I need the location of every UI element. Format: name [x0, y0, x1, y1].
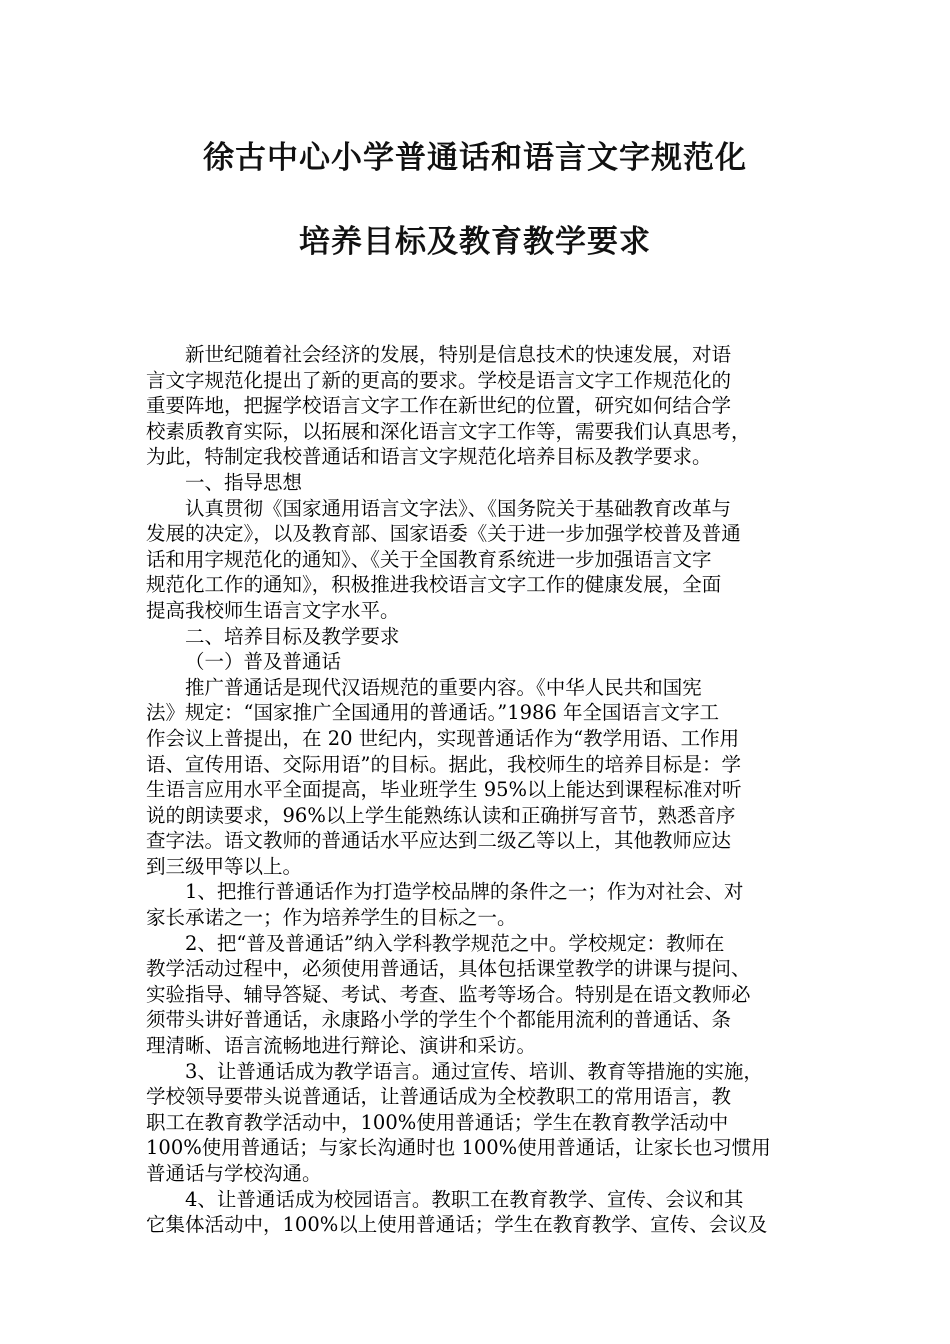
body-text-line: 二、培养目标及教学要求: [185, 624, 400, 648]
body-text-line: 语、宣传用语、交际用语”的目标。据此，我校师生的培养目标是：学: [146, 752, 741, 776]
body-text-line: 新世纪随着社会经济的发展，特别是信息技术的快速发展，对语: [185, 343, 732, 366]
body-text-line: 1、把推行普通话作为打造学校品牌的条件之一；作为对社会、对: [185, 880, 744, 904]
body-text-line: 说的朗读要求，96%以上学生能熟练认读和正确拼写音节，熟悉音序: [146, 803, 736, 827]
body-text-line: 100%使用普通话；与家长沟通时也 100%使用普通话，让家长也习惯用: [146, 1136, 771, 1160]
body-text-line: 查字法。语文教师的普通话水平应达到二级乙等以上，其他教师应达: [146, 829, 732, 853]
body-text-line: 法》规定：“国家推广全国通用的普通话。”1986 年全国语言文字工: [146, 701, 720, 725]
body-text-line: 学校领导要带头说普通话，让普通话成为全校教职工的常用语言，教: [146, 1085, 732, 1109]
body-text-line: 推广普通话是现代汉语规范的重要内容。《中华人民共和国宪: [185, 675, 702, 699]
body-text-line: 生语言应用水平全面提高，毕业班学生 95%以上能达到课程标准对听: [146, 778, 742, 802]
body-text-line: 校素质教育实际，以拓展和深化语言文字工作等，需要我们认真思考，: [146, 419, 751, 443]
body-text-line: 发展的决定》，以及教育部、国家语委《关于进一步加强学校普及普通: [146, 522, 741, 546]
body-text-line: 言文字规范化提出了新的更高的要求。学校是语言文字工作规范化的: [146, 368, 732, 392]
body-text-line: 话和用字规范化的通知》、《关于全国教育系统进一步加强语言文字: [146, 547, 712, 571]
body-text-line: 3、让普通话成为教学语言。通过宣传、培训、教育等措施的实施，: [185, 1059, 763, 1083]
document-title-line-2: 培养目标及教育教学要求: [299, 224, 651, 260]
body-text-line: 提高我校师生语言文字水平。: [146, 598, 400, 622]
body-text-line: 规范化工作的通知》，积极推进我校语言文字工作的健康发展，全面: [146, 573, 722, 597]
body-text-line: 职工在教育教学活动中，100%使用普通话；学生在教育教学活动中: [146, 1110, 729, 1134]
body-text-line: 4、让普通话成为校园语言。教职工在教育教学、宣传、会议和其: [185, 1187, 744, 1211]
body-text-line: 理清晰、语言流畅地进行辩论、演讲和采访。: [146, 1034, 537, 1058]
body-text-line: 重要阵地，把握学校语言文字工作在新世纪的位置，研究如何结合学: [146, 394, 732, 418]
document-title-line-1: 徐古中心小学普通话和语言文字规范化: [203, 140, 747, 176]
body-text-line: 它集体活动中，100%以上使用普通话；学生在教育教学、宣传、会议及: [146, 1213, 768, 1237]
body-text-line: 实验指导、辅导答疑、考试、考查、监考等场合。特别是在语文教师必: [146, 982, 751, 1006]
body-text-line: 到三级甲等以上。: [146, 854, 303, 878]
body-text-line: 普通话与学校沟通。: [146, 1162, 322, 1185]
body-text-line: 家长承诺之一；作为培养学生的目标之一。: [146, 906, 517, 930]
document-body: [146, 342, 818, 1238]
body-text-line: 一、指导思想: [185, 470, 303, 494]
body-text-line: 作会议上普提出，在 20 世纪内，实现普通话作为“教学用语、工作用: [146, 726, 740, 750]
body-text-line: （一）普及普通话: [185, 650, 342, 674]
body-text-line: 2、把“普及普通话”纳入学科教学规范之中。学校规定：教师在: [185, 931, 725, 955]
body-text-line: 认真贯彻《国家通用语言文字法》、《国务院关于基础教育改革与: [185, 496, 732, 520]
body-text-line: 为此，特制定我校普通话和语言文字规范化培养目标及教学要求。: [146, 445, 712, 469]
body-text-line: 教学活动过程中，必须使用普通话，具体包括课堂教学的讲课与提问、: [146, 957, 751, 981]
body-text-line: 须带头讲好普通话，永康路小学的学生个个都能用流利的普通话、条: [146, 1008, 732, 1032]
